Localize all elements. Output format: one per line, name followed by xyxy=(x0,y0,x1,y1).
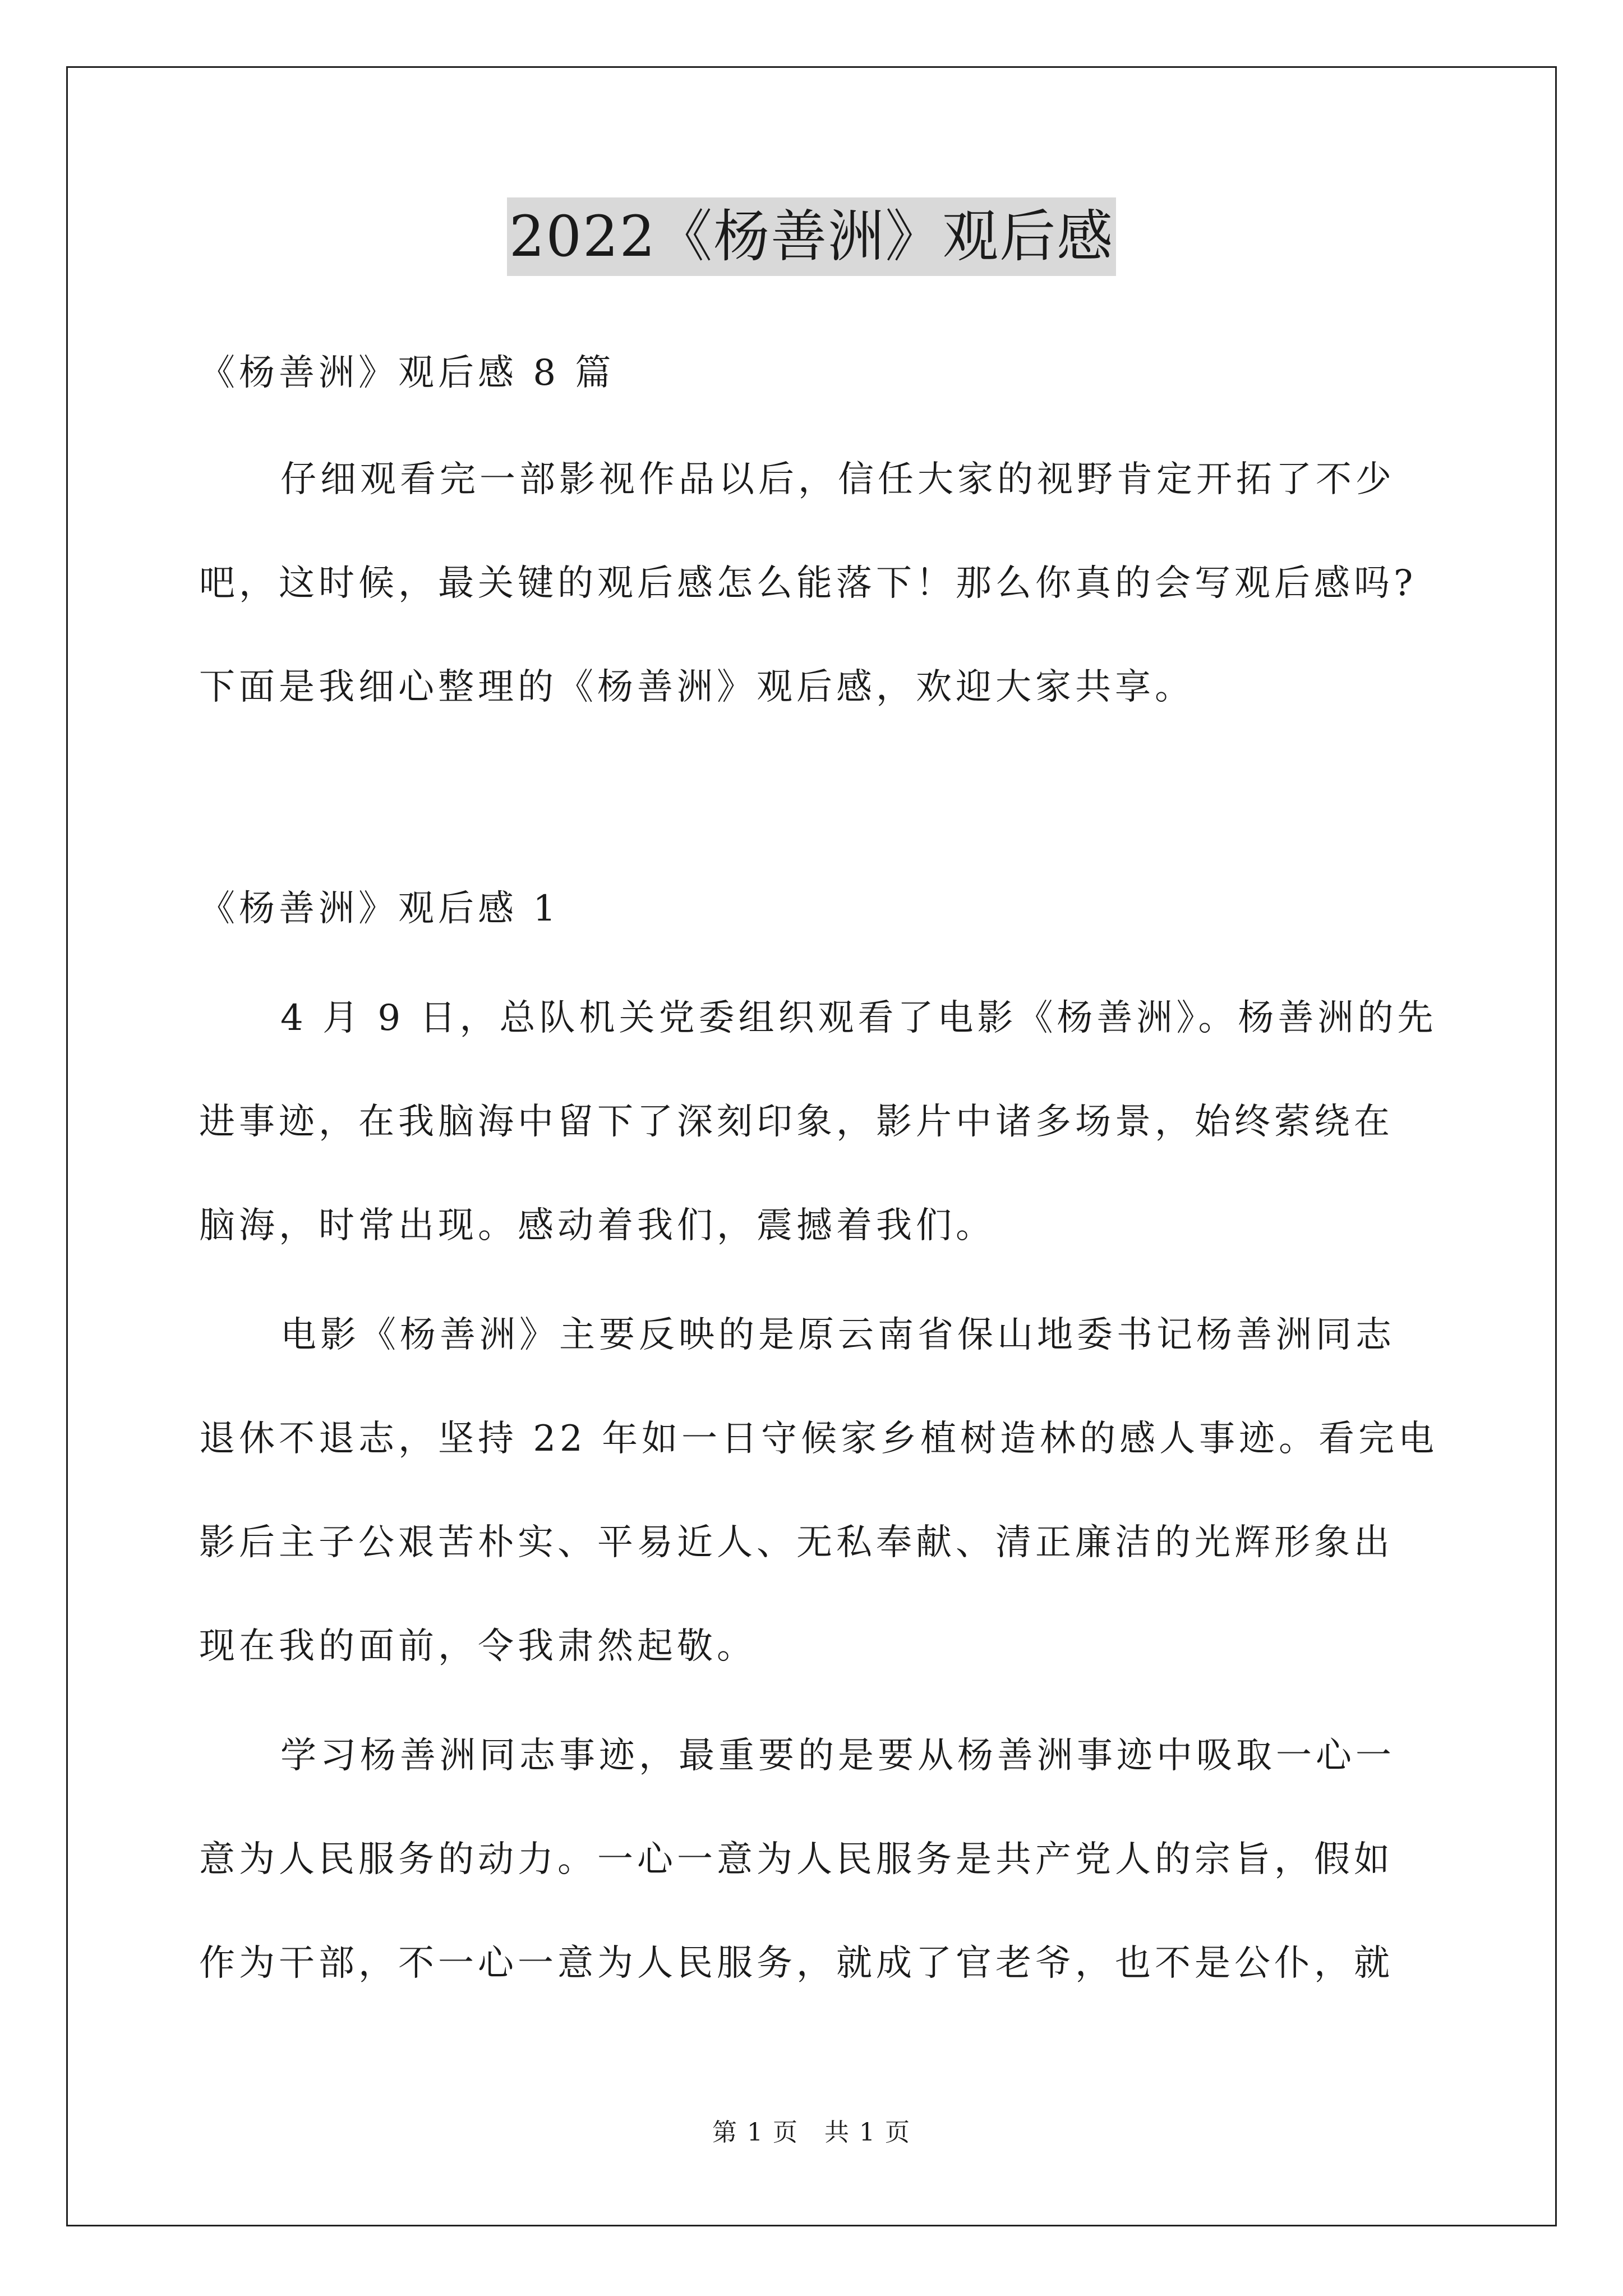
document-title: 2022《杨善洲》观后感 xyxy=(507,197,1117,276)
paragraph-line: 进事迹，在我脑海中留下了深刻印象，影片中诸多场景，始终萦绕在 xyxy=(199,1101,1394,1143)
intro-line: 吧，这时候，最关键的观后感怎么能落下！那么你真的会写观后感吗? xyxy=(199,563,1417,604)
title-container xyxy=(0,197,1623,276)
paragraph-line: 作为干部，不一心一意为人民服务，就成了官老爷，也不是公仆，就 xyxy=(199,1943,1394,1984)
paragraph-line: 影后主子公艰苦朴实、平易近人、无私奉献、清正廉洁的光辉形象出 xyxy=(199,1522,1394,1563)
document-subtitle: 《杨善洲》观后感 8 篇 xyxy=(199,352,615,394)
paragraph-line: 现在我的面前，令我肃然起敬。 xyxy=(199,1626,757,1667)
page-number-footer: 第 1 页 共 1 页 xyxy=(712,2118,911,2147)
section-heading: 《杨善洲》观后感 1 xyxy=(199,888,560,930)
intro-line: 仔细观看完一部影视作品以后，信任大家的视野肯定开拓了不少 xyxy=(280,459,1395,500)
paragraph-line: 意为人民服务的动力。一心一意为人民服务是共产党人的宗旨，假如 xyxy=(199,1839,1394,1880)
paragraph-line: 学习杨善洲同志事迹，最重要的是要从杨善洲事迹中吸取一心一 xyxy=(280,1735,1395,1777)
paragraph-line: 退休不退志，坚持 22 年如一日守候家乡植树造林的感人事迹。看完电 xyxy=(199,1418,1438,1460)
paragraph-line: 4 月 9 日，总队机关党委组织观看了电影《杨善洲》。杨善洲的先 xyxy=(280,997,1437,1039)
paragraph-line: 脑海，时常出现。感动着我们，震撼着我们。 xyxy=(199,1205,995,1246)
intro-line: 下面是我细心整理的《杨善洲》观后感，欢迎大家共享。 xyxy=(199,666,1195,708)
paragraph-line: 电影《杨善洲》主要反映的是原云南省保山地委书记杨善洲同志 xyxy=(280,1314,1395,1356)
